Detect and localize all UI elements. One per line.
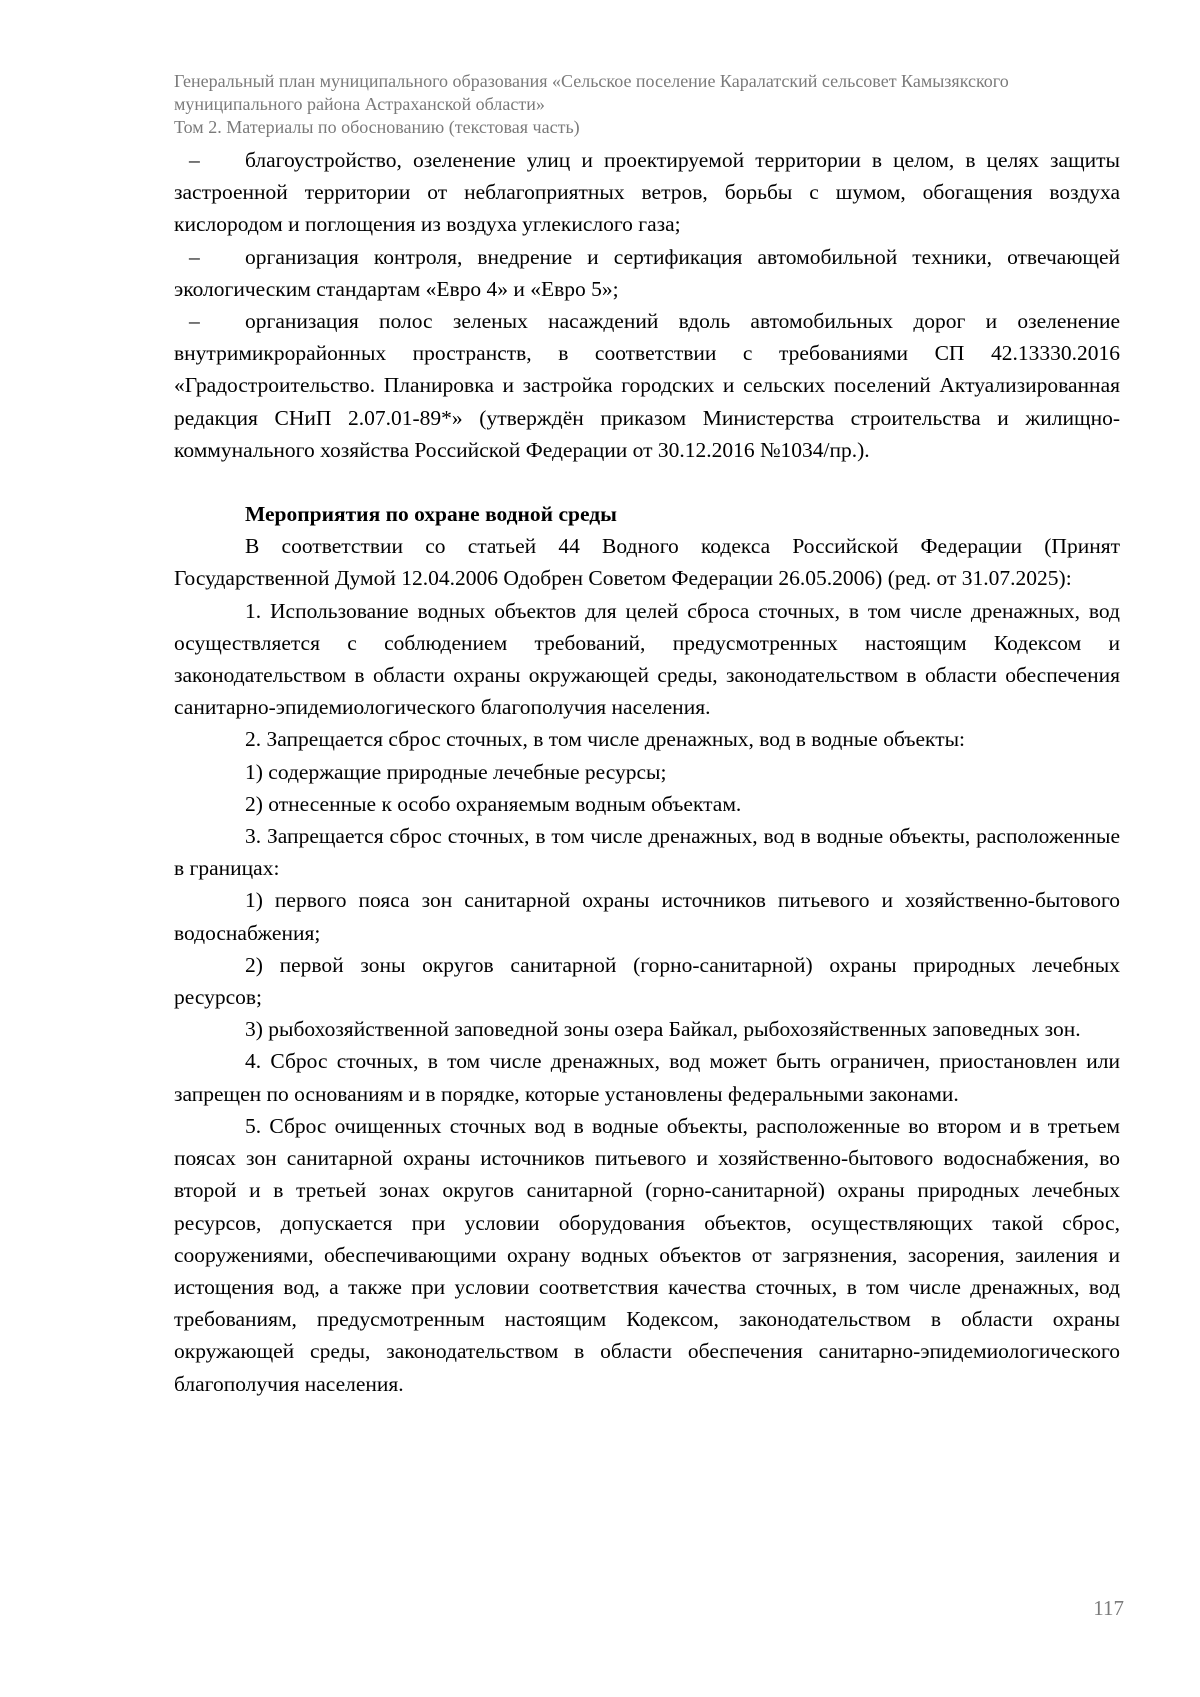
- paragraph: 2) отнесенные к особо охраняемым водным объектам.: [245, 791, 742, 816]
- paragraph: 5. Сброс очищенных сточных вод в водные объекты, расположенные во втором и в третьем поясах зон санитарной охраны источников питьевого и хозяйственно-бытового водоснабжения, во второй и в третьей зонах округов санитарной (горно-санитарной) охраны природных лечебных ресурсов, допускается при условии оборудования объектов, осуществляющих такой сброс, сооружениями, обеспечивающими охрану водных объектов от загрязнения, засорения, заиления и истощения вод, а также при условии соответствия качества сточных, в том числе дренажных, вод требованиям, предусмотренным настоящим Кодексом, законодательством в области охраны окружающей среды, законодательством в области обеспечения санитарно-эпидемиологического благополучия населения.: [174, 1113, 1120, 1396]
- paragraph: 2) первой зоны округов санитарной (горно-санитарной) охраны природных лечебных ресурсов;: [174, 952, 1120, 1010]
- page-number: 117: [1093, 1596, 1124, 1620]
- dash-marker: –: [189, 244, 200, 269]
- paragraph: 1) первого пояса зон санитарной охраны источников питьевого и хозяйственно-бытового водоснабжения;: [174, 888, 1120, 945]
- running-header: [174, 70, 1134, 139]
- paragraph: 3) рыбохозяйственной заповедной зоны озера Байкал, рыбохозяйственных заповедных зон.: [245, 1017, 1081, 1042]
- bullet-item: [174, 241, 1120, 305]
- section-intro: В соответствии со статьей 44 Водного кодекса Российской Федерации (Принят Государственной Думой 12.04.2006 Одобрен Советом Федерации 26.05.2006) (ред. от 31.07.2025):: [174, 534, 1120, 591]
- bullet-text: организация полос зеленых насаждений вдоль автомобильных дорог и озеленение внутримикрорайонных пространств, в соответствии с требованиями СП 42.13330.2016 «Градостроительство. Планировка и застройка городских и сельских поселений Актуализированная редакция СНиП 2.07.01-89*» (утверждён приказом Министерства строительства и жилищно-коммунального хозяйства Российской Федерации от 30.12.2016 №1034/пр.).: [174, 309, 1120, 462]
- dash-marker: –: [189, 148, 200, 172]
- header-line-2: муниципального района Астраханской области»: [174, 94, 545, 114]
- paragraph: 4. Сброс сточных, в том числе дренажных, вод может быть ограничен, приостановлен или запрещен по основаниям и в порядке, которые установлены федеральными законами.: [174, 1049, 1120, 1106]
- paragraph: 3. Запрещается сброс сточных, в том числе дренажных, вод в водные объекты, расположенные в границах:: [174, 824, 1120, 881]
- paragraph: 2. Запрещается сброс сточных, в том числе дренажных, вод в водные объекты:: [245, 727, 966, 752]
- spacer: [174, 466, 1120, 498]
- section-heading: Мероприятия по охране водной среды: [245, 502, 617, 527]
- paragraph: 1) содержащие природные лечебные ресурсы;: [245, 759, 667, 784]
- bullet-item: [174, 305, 1120, 466]
- bullet-text: благоустройство, озеленение улиц и проектируемой территории в целом, в целях защиты застроенной территории от неблагоприятных ветров, борьбы с шумом, обогащения воздуха кислородом и поглощения из воздуха углекислого газа;: [174, 148, 1120, 237]
- document-body: [174, 144, 1120, 1400]
- dash-marker: –: [189, 309, 200, 334]
- header-line-1: Генеральный план муниципального образования «Сельское поселение Каралатский сельсовет Камызякского: [174, 71, 1009, 91]
- paragraph: 1. Использование водных объектов для целей сброса сточных, в том числе дренажных, вод осуществляется с соблюдением требований, предусмотренных настоящим Кодексом и законодательством в области охраны окружающей среды, законодательством в области обеспечения санитарно-эпидемиологического благополучия населения.: [174, 598, 1120, 720]
- bullet-text: организация контроля, внедрение и сертификация автомобильной техники, отвечающей экологическим стандартам «Евро 4» и «Евро 5»;: [174, 244, 1120, 301]
- bullet-item: [174, 144, 1120, 241]
- header-line-3: Том 2. Материалы по обоснованию (текстовая часть): [174, 117, 580, 137]
